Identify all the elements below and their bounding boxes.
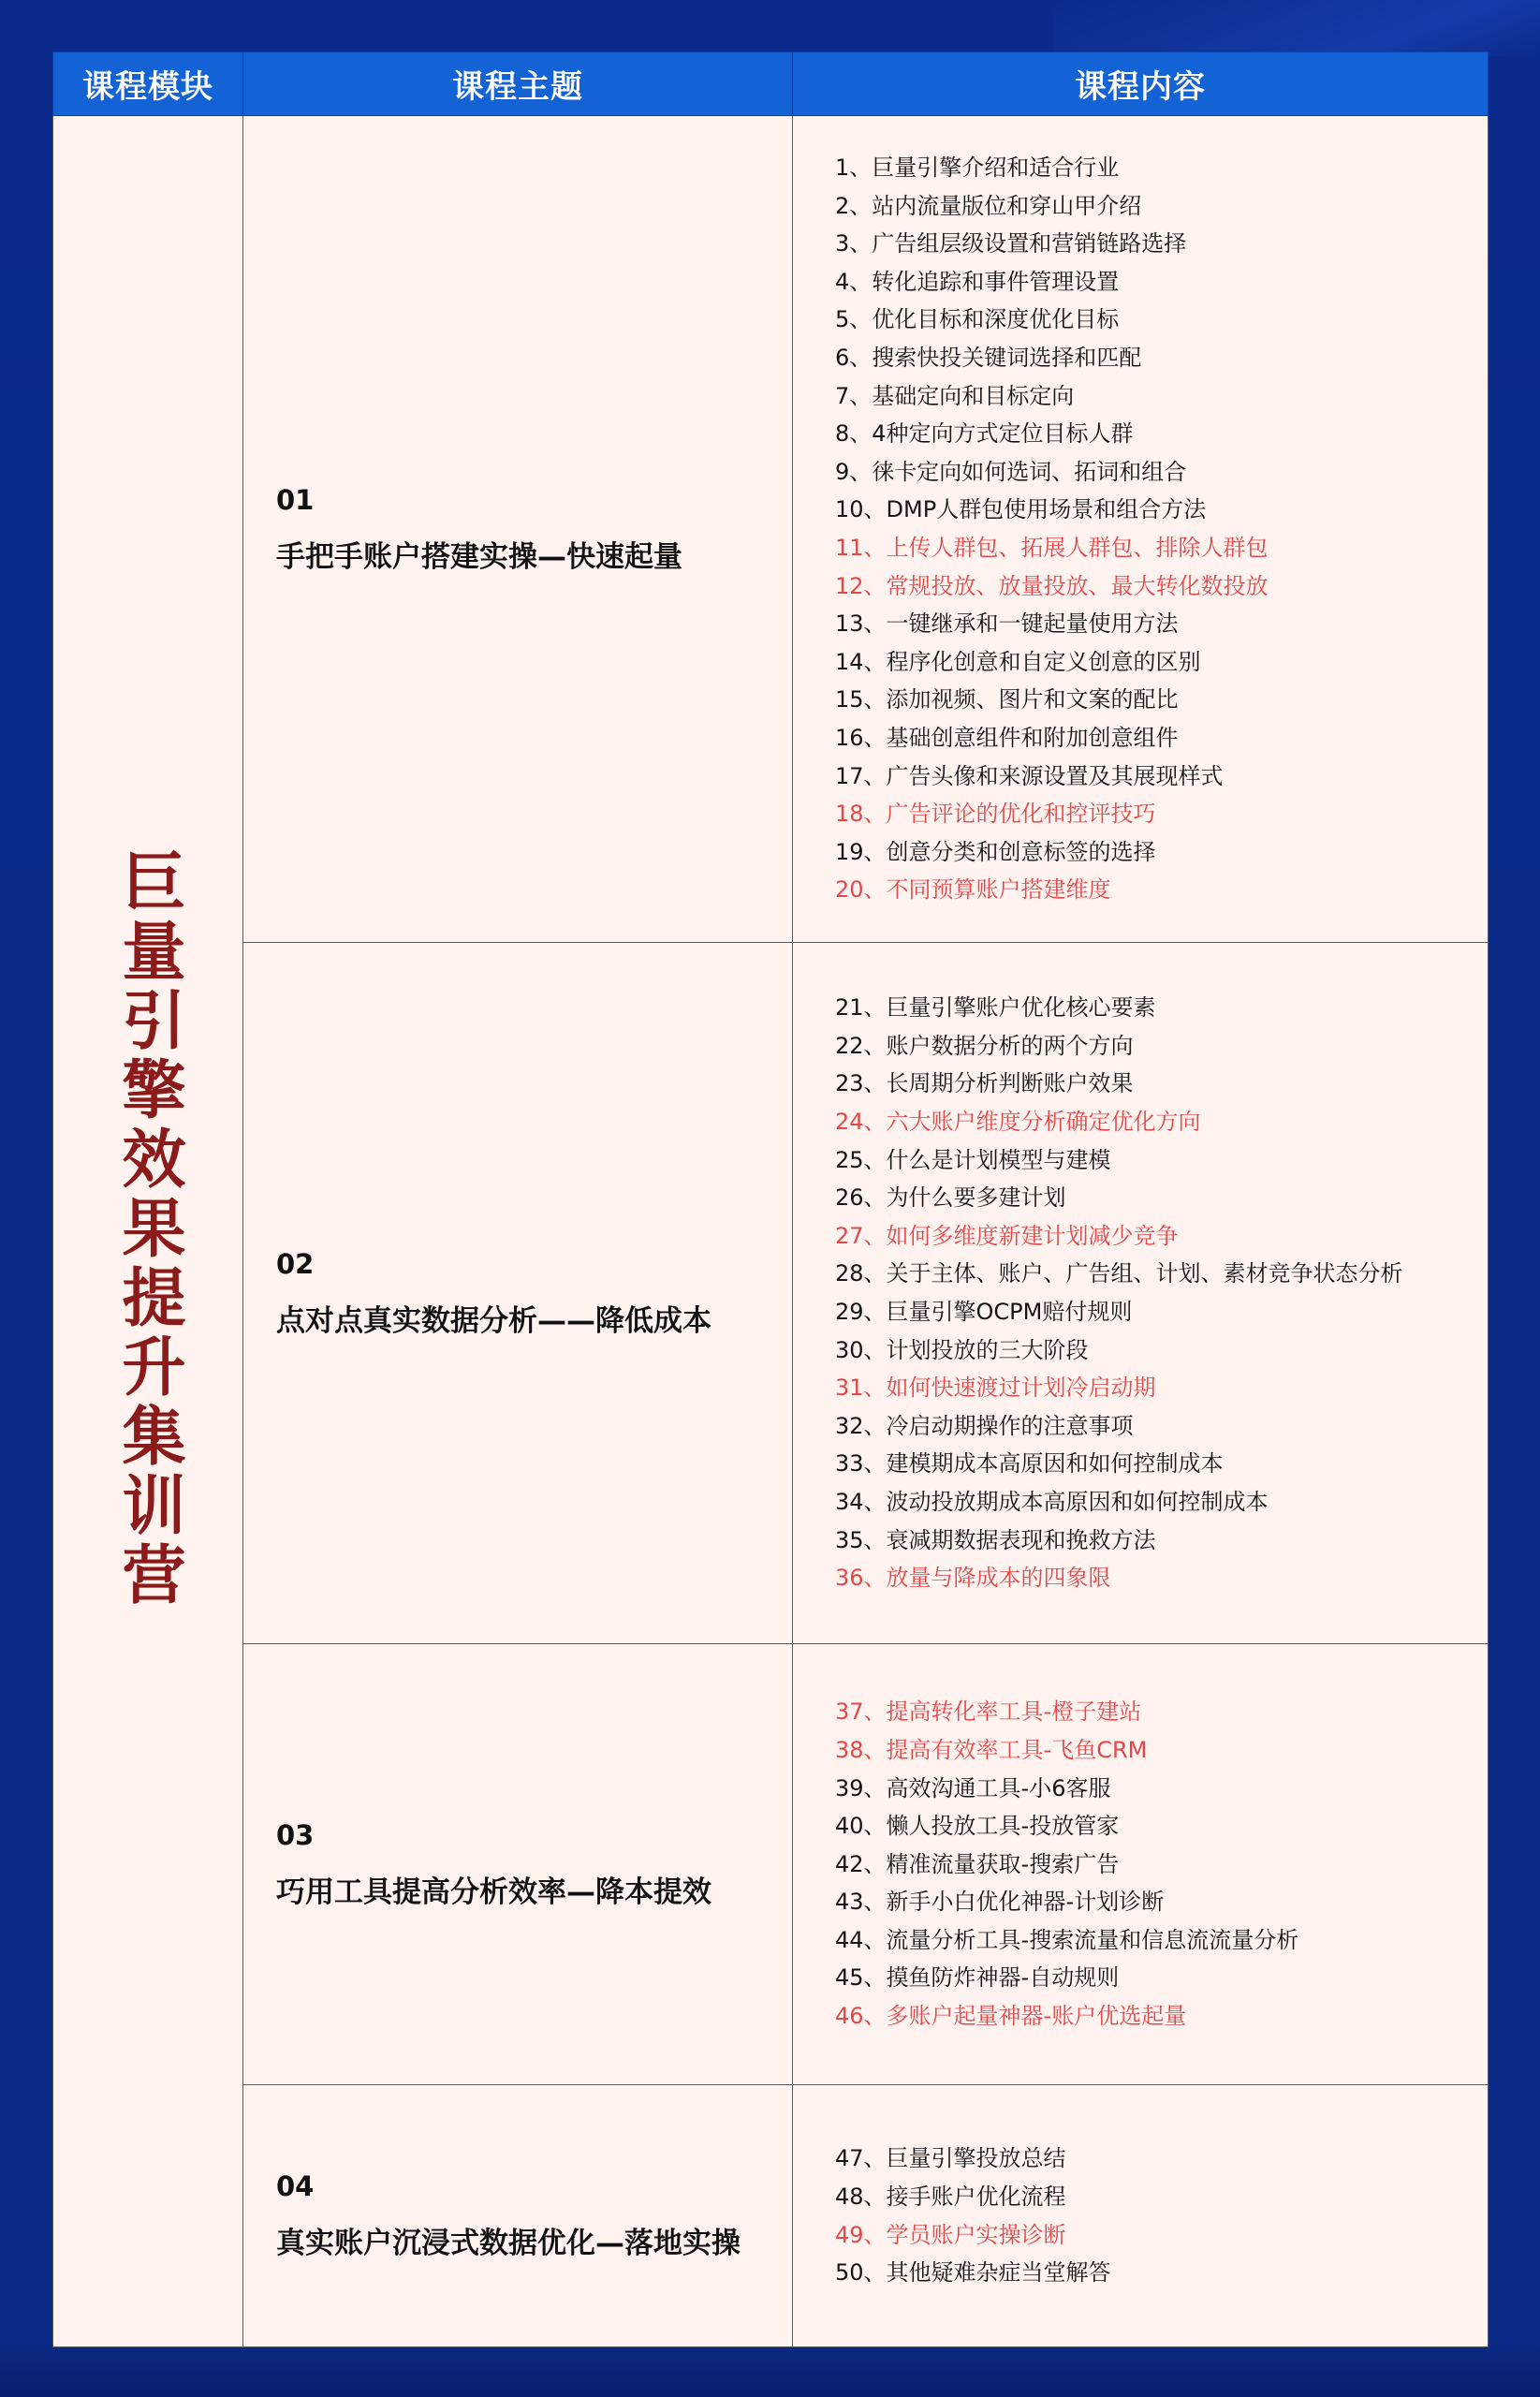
module-cell: [53, 116, 243, 2347]
content-item: 4、转化追踪和事件管理设置: [835, 268, 1120, 295]
content-item: 6、搜索快投关键词选择和匹配: [835, 345, 1142, 372]
content-item: 3、广告组层级设置和营销链路选择: [835, 230, 1187, 257]
content-item: 15、添加视频、图片和文案的配比: [835, 686, 1179, 713]
topic-cell: [243, 2085, 793, 2347]
background-glow: [1053, 0, 1540, 56]
content-cell: [793, 1644, 1489, 2085]
background-bottom-shade: [0, 2341, 1540, 2397]
content-item: 49、学员账户实操诊断: [835, 2221, 1066, 2248]
content-list: [835, 1693, 1488, 2035]
content-item: 46、多账户起量神器-账户优选起量: [835, 2003, 1187, 2030]
content-item: 7、基础定向和目标定向: [835, 382, 1075, 409]
content-item: 28、关于主体、账户、广告组、计划、素材竞争状态分析: [835, 1260, 1403, 1287]
topic-number: 03: [276, 1818, 315, 1851]
content-item: 44、流量分析工具-搜索流量和信息流流量分析: [835, 1926, 1299, 1953]
content-item: 2、站内流量版位和穿山甲介绍: [835, 192, 1142, 219]
table-body: [53, 116, 1489, 2347]
topic-cell: [243, 116, 793, 943]
content-item: 30、计划投放的三大阶段: [835, 1336, 1089, 1363]
content-item: 40、懒人投放工具-投放管家: [835, 1813, 1120, 1840]
header-row: [53, 52, 1489, 116]
content-item: 26、为什么要多建计划: [835, 1184, 1066, 1212]
content-item: 13、一键继承和一键起量使用方法: [835, 610, 1179, 638]
table-row: [53, 116, 1489, 943]
content-item: 36、放量与降成本的四象限: [835, 1565, 1111, 1592]
content-item: 8、4种定向方式定位目标人群: [835, 420, 1134, 448]
course-table: [52, 51, 1489, 2347]
content-item: 24、六大账户维度分析确定优化方向: [835, 1109, 1201, 1136]
content-item: 47、巨量引擎投放总结: [835, 2145, 1066, 2172]
content-item: 35、衰减期数据表现和挽救方法: [835, 1526, 1156, 1553]
content-item: 39、高效沟通工具-小6客服: [835, 1774, 1111, 1801]
content-item: 48、接手账户优化流程: [835, 2183, 1066, 2210]
content-item: 38、提高有效率工具-飞鱼CRM: [835, 1736, 1148, 1763]
content-item: 12、常规投放、放量投放、最大转化数投放: [835, 572, 1269, 599]
content-item: 22、账户数据分析的两个方向: [835, 1032, 1134, 1059]
content-item: 33、建模期成本高原因和如何控制成本: [835, 1450, 1224, 1478]
content-item: 32、冷启动期操作的注意事项: [835, 1412, 1134, 1439]
topic-title: 手把手账户搭建实操—快速起量: [276, 539, 682, 574]
topic-title: 真实账户沉浸式数据优化—落地实操: [276, 2227, 741, 2260]
content-item: 17、广告头像和来源设置及其展现样式: [835, 762, 1224, 789]
header-content: 课程内容: [793, 52, 1489, 116]
content-item: 20、不同预算账户搭建维度: [835, 876, 1111, 904]
topic-title: 巧用工具提高分析效率—降本提效: [276, 1875, 711, 1909]
table-row: [53, 2085, 1489, 2347]
content-item: 50、其他疑难杂症当堂解答: [835, 2259, 1111, 2287]
header-topic: 课程主题: [243, 52, 793, 116]
module-title: 巨量引擎效果提升集训营: [111, 848, 185, 1610]
content-cell: [793, 116, 1489, 943]
content-item: 43、新手小白优化神器-计划诊断: [835, 1889, 1165, 1916]
topic-number: 02: [276, 1247, 315, 1280]
content-cell: [793, 2085, 1489, 2347]
content-cell: [793, 943, 1489, 1644]
topic-number: 01: [276, 483, 315, 516]
table-row: [53, 943, 1489, 1644]
content-item: 27、如何多维度新建计划减少竞争: [835, 1222, 1179, 1249]
content-item: 18、广告评论的优化和控评技巧: [835, 801, 1156, 828]
content-item: 21、巨量引擎账户优化核心要素: [835, 994, 1156, 1022]
content-item: 16、基础创意组件和附加创意组件: [835, 724, 1179, 751]
content-list: [835, 149, 1488, 909]
content-item: 25、什么是计划模型与建模: [835, 1146, 1111, 1173]
content-item: 34、波动投放期成本高原因和如何控制成本: [835, 1488, 1269, 1515]
content-item: 42、精准流量获取-搜索广告: [835, 1850, 1120, 1877]
content-list: [835, 989, 1488, 1597]
table-row: [53, 1644, 1489, 2085]
topic-title: 点对点真实数据分析——降低成本: [276, 1303, 711, 1338]
content-item: 11、上传人群包、拓展人群包、排除人群包: [835, 535, 1269, 561]
content-item: 19、创意分类和创意标签的选择: [835, 838, 1156, 865]
topic-cell: [243, 1644, 793, 2085]
content-item: 23、长周期分析判断账户效果: [835, 1070, 1134, 1097]
content-item: 29、巨量引擎OCPM赔付规则: [835, 1299, 1133, 1325]
content-item: 10、DMP人群包使用场景和组合方法: [835, 496, 1207, 523]
content-item: 37、提高转化率工具-橙子建站: [835, 1698, 1142, 1726]
content-item: 45、摸鱼防炸神器-自动规则: [835, 1964, 1120, 1992]
content-list: [835, 2140, 1488, 2291]
header-module: 课程模块: [53, 52, 243, 116]
topic-number: 04: [276, 2170, 315, 2202]
topic-cell: [243, 943, 793, 1644]
content-item: 9、徕卡定向如何选词、拓词和组合: [835, 458, 1187, 485]
table-header: [53, 52, 1489, 116]
content-item: 5、优化目标和深度优化目标: [835, 306, 1120, 333]
content-item: 1、巨量引擎介绍和适合行业: [835, 154, 1120, 182]
content-item: 31、如何快速渡过计划冷启动期: [835, 1375, 1156, 1402]
content-item: 14、程序化创意和自定义创意的区别: [835, 648, 1201, 675]
